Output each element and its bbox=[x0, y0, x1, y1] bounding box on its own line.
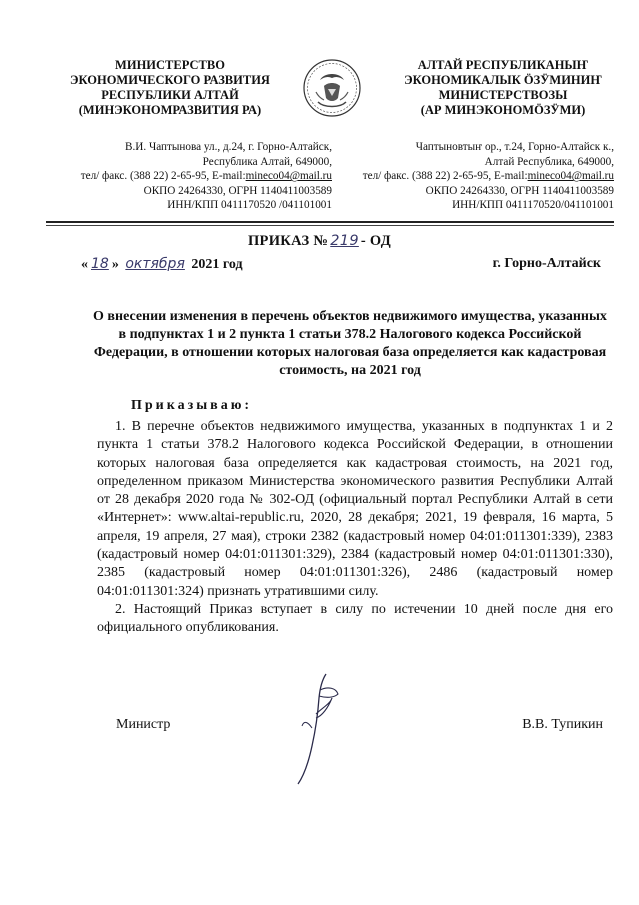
ministry-name-line: МИНИСТЕРСТВОЗЫ bbox=[438, 88, 568, 102]
ministry-name-line: ЭКОНОМИКАЛЫК ӦЗӰМИНИҤ bbox=[404, 73, 602, 87]
email-link[interactable]: mineco04@mail.ru bbox=[245, 170, 332, 183]
order-title-suffix: - ОД bbox=[360, 233, 392, 249]
ministry-name-line: АЛТАЙ РЕСПУБЛИКАНЫҤ bbox=[417, 58, 589, 72]
address-street: Чаптыновтыҥ ор., т.24, Горно-Алтайск к., bbox=[415, 141, 614, 153]
ministry-name-line: РЕСПУБЛИКИ АЛТАЙ bbox=[101, 88, 239, 102]
email-link[interactable]: mineco04@mail.ru bbox=[527, 170, 614, 183]
order-subject: О внесении изменения в перечень объектов недвижимого имущества, указанных в подпунктах 1 и 2 пункта 1 статьи 378.2 Налогового кодекса Российской Федерации, в отношении которых налоговая база определяется как кадастровая стоимость, на 2021 год bbox=[93, 309, 607, 378]
order-year: 2021 год bbox=[191, 257, 243, 272]
date-close-quote: » bbox=[111, 257, 119, 272]
ministry-name-line: ЭКОНОМИЧЕСКОГО РАЗВИТИЯ bbox=[70, 73, 270, 87]
phone-fax: тел/ факс. (388 22) 2-65-95, E-mail: bbox=[362, 170, 528, 183]
address-region: Алтай Республика, 649000, bbox=[484, 155, 614, 168]
ministry-name-line: (АР МИНЭКОНОМӦЗӰМИ) bbox=[420, 103, 586, 117]
address-region: Республика Алтай, 649000, bbox=[202, 155, 332, 168]
address-okpo: ОКПО 24264330, ОГРН 1140411003589 bbox=[143, 184, 332, 197]
decree-heading: Приказываю: bbox=[131, 398, 253, 413]
order-number: 219 bbox=[330, 233, 359, 249]
ministry-name-russian bbox=[60, 58, 280, 118]
signatory-position: Министр bbox=[116, 717, 171, 732]
phone-fax: тел/ факс. (388 22) 2-65-95, E-mail: bbox=[80, 170, 246, 183]
order-body bbox=[97, 418, 613, 638]
address-block-altai bbox=[320, 140, 614, 213]
ministry-name-altai bbox=[388, 58, 618, 118]
paragraph-2: 2. Настоящий Приказ вступает в силу по истечении 10 дней после дня его официального опубликования. bbox=[97, 601, 613, 636]
paragraph-1: 1. В перечне объектов недвижимого имущества, указанных в подпунктах 1 и 2 пункта 1 статьи 378.2 Налогового кодекса Российской Федерации, в отношении которых налоговая база определяется как кадастровая стоимость, на 2021 год, определенном приказом Министерства экономического развития Республики Алтай от 28 декабря 2020 года № 302-ОД (официальный портал Республики Алтай в сети «Интернет»: www.altai-republic.ru, 2020, 28 декабря; 2021, 19 февраля, 16 марта, 5 апреля, 19 апреля, 27 мая), строки 2382 (кадастровый номер 04:01:011301:339), 2383 (кадастровый номер 04:01:011301:329), 2384 (кадастровый номер 04:01:011301:330), 2385 (кадастровый номер 04:01:011301:326), 2486 (кадастровый номер 04:01:011301:324) признать утратившими силу. bbox=[97, 419, 613, 599]
handwritten-signature bbox=[286, 668, 346, 788]
address-contacts bbox=[320, 169, 614, 184]
address-street: В.И. Чаптынова ул., д.24, г. Горно-Алтайск, bbox=[125, 141, 332, 153]
header-divider bbox=[46, 221, 614, 223]
signatory-name: В.В. Тупикин bbox=[522, 717, 603, 732]
ministry-name-line: МИНИСТЕРСТВО bbox=[115, 58, 225, 72]
order-city: г. Горно-Алтайск bbox=[492, 256, 601, 271]
order-month: октября bbox=[125, 256, 185, 272]
address-inn: ИНН/КПП 0411170520/041101001 bbox=[452, 199, 614, 212]
address-inn: ИНН/КПП 0411170520 /041101001 bbox=[167, 199, 332, 212]
address-block-russian bbox=[40, 140, 332, 213]
order-day: 18 bbox=[91, 256, 109, 272]
ministry-name-line: (МИНЭКОНОМРАЗВИТИЯ РА) bbox=[78, 103, 262, 117]
order-date bbox=[81, 256, 243, 273]
address-okpo: ОКПО 24264330, ОГРН 1140411003589 bbox=[425, 184, 614, 197]
coat-of-arms-icon bbox=[302, 58, 362, 118]
header-divider-thin bbox=[46, 225, 614, 226]
address-contacts bbox=[40, 169, 332, 184]
date-open-quote: « bbox=[81, 257, 88, 272]
order-title bbox=[0, 233, 639, 250]
order-title-prefix: ПРИКАЗ № bbox=[247, 233, 329, 249]
